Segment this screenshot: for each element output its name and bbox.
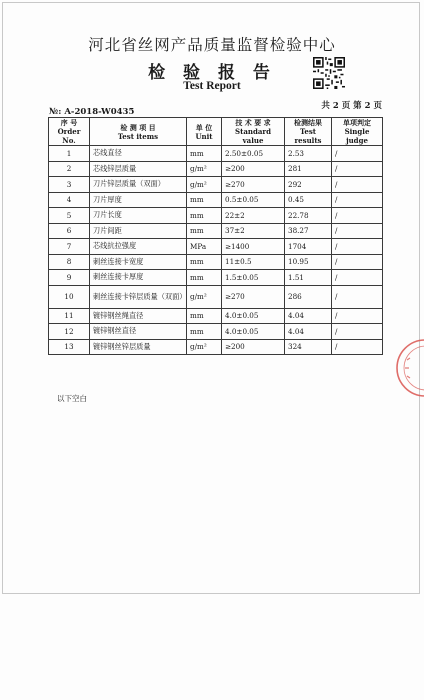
column-header-order: 序 号 Order No.	[49, 118, 90, 146]
cell-judge: /	[332, 324, 383, 340]
cell-unit: mm	[187, 223, 222, 239]
column-header-result: 检测结果 Test results	[285, 118, 332, 146]
cell-order-no: 10	[49, 285, 90, 308]
cell-test-item: 镀锌钢丝直径	[90, 324, 187, 340]
table-row	[49, 285, 383, 308]
table-row	[49, 146, 383, 162]
cell-test-item: 刀片厚度	[90, 192, 187, 208]
cell-unit: MPa	[187, 239, 222, 255]
cell-order-no: 4	[49, 192, 90, 208]
cell-standard: 37±2	[222, 223, 285, 239]
cell-standard: 11±0.5	[222, 254, 285, 270]
table-row	[49, 208, 383, 224]
cell-test-item: 芯线直径	[90, 146, 187, 162]
column-header-judge: 单项判定 Single judge	[332, 118, 383, 146]
cell-order-no: 6	[49, 223, 90, 239]
cell-test-item: 刀片长度	[90, 208, 187, 224]
red-seal-stamp-icon	[395, 338, 424, 398]
cell-result: 1.51	[285, 270, 332, 286]
table-header-row	[49, 118, 383, 146]
cell-standard: 0.5±0.05	[222, 192, 285, 208]
cell-result: 0.45	[285, 192, 332, 208]
cell-result: 2.53	[285, 146, 332, 162]
qr-code-icon	[313, 57, 345, 89]
cell-unit: mm	[187, 270, 222, 286]
table-row	[49, 192, 383, 208]
table-row	[49, 324, 383, 340]
cell-standard: ≥270	[222, 285, 285, 308]
cell-standard: ≥200	[222, 161, 285, 177]
cell-standard: ≥200	[222, 339, 285, 355]
cell-result: 4.04	[285, 308, 332, 324]
report-title-cn: 检 验 报 告	[148, 63, 276, 83]
cell-judge: /	[332, 308, 383, 324]
cell-standard: ≥1400	[222, 239, 285, 255]
cell-test-item: 芯线锌层质量	[90, 161, 187, 177]
cell-judge: /	[332, 254, 383, 270]
cell-standard: 4.0±0.05	[222, 324, 285, 340]
cell-test-item: 芯线抗拉强度	[90, 239, 187, 255]
cell-test-item: 刀片锌层质量（双面）	[90, 177, 187, 193]
cell-unit: g/m²	[187, 161, 222, 177]
report-title-en: Test Report	[183, 80, 241, 92]
cell-result: 22.78	[285, 208, 332, 224]
cell-unit: g/m²	[187, 177, 222, 193]
cell-order-no: 9	[49, 270, 90, 286]
cell-test-item: 刺丝连接卡锌层质量（双面）	[90, 285, 187, 308]
cell-result: 281	[285, 161, 332, 177]
cell-result: 286	[285, 285, 332, 308]
cell-unit: mm	[187, 308, 222, 324]
cell-test-item: 镀锌钢丝绳直径	[90, 308, 187, 324]
cell-unit: mm	[187, 254, 222, 270]
cell-order-no: 8	[49, 254, 90, 270]
cell-order-no: 1	[49, 146, 90, 162]
cell-judge: /	[332, 285, 383, 308]
page-indicator: 共 2 页 第 2 页	[321, 101, 382, 111]
table-row	[49, 308, 383, 324]
cell-standard: 2.50±0.05	[222, 146, 285, 162]
cell-unit: mm	[187, 324, 222, 340]
report-number: №: A-2018-W0435	[49, 107, 135, 117]
cell-unit: mm	[187, 208, 222, 224]
cell-test-item: 刺丝连接卡厚度	[90, 270, 187, 286]
cell-judge: /	[332, 339, 383, 355]
cell-order-no: 11	[49, 308, 90, 324]
table-row	[49, 254, 383, 270]
cell-result: 292	[285, 177, 332, 193]
cell-order-no: 7	[49, 239, 90, 255]
cell-order-no: 5	[49, 208, 90, 224]
blank-below-note: 以下空白	[57, 394, 87, 403]
cell-unit: g/m²	[187, 339, 222, 355]
cell-standard: ≥270	[222, 177, 285, 193]
cell-unit: g/m²	[187, 285, 222, 308]
table-row	[49, 177, 383, 193]
cell-judge: /	[332, 146, 383, 162]
cell-result: 10.95	[285, 254, 332, 270]
table-row	[49, 161, 383, 177]
org-name: 河北省丝网产品质量监督检验中心	[88, 36, 336, 54]
cell-judge: /	[332, 208, 383, 224]
cell-judge: /	[332, 223, 383, 239]
cell-unit: mm	[187, 192, 222, 208]
cell-judge: /	[332, 177, 383, 193]
cell-standard: 4.0±0.05	[222, 308, 285, 324]
cell-judge: /	[332, 192, 383, 208]
cell-result: 38.27	[285, 223, 332, 239]
cell-judge: /	[332, 270, 383, 286]
cell-test-item: 刺丝连接卡宽度	[90, 254, 187, 270]
column-header-standard: 技 术 要 求 Standard value	[222, 118, 285, 146]
cell-result: 4.04	[285, 324, 332, 340]
results-table	[48, 117, 383, 355]
table-row	[49, 270, 383, 286]
cell-order-no: 12	[49, 324, 90, 340]
cell-order-no: 2	[49, 161, 90, 177]
cell-result: 1704	[285, 239, 332, 255]
table-row	[49, 239, 383, 255]
cell-order-no: 13	[49, 339, 90, 355]
cell-order-no: 3	[49, 177, 90, 193]
table-row	[49, 223, 383, 239]
cell-judge: /	[332, 161, 383, 177]
column-header-unit: 单 位 Unit	[187, 118, 222, 146]
cell-test-item: 刀片间距	[90, 223, 187, 239]
cell-test-item: 镀锌钢丝锌层质量	[90, 339, 187, 355]
cell-judge: /	[332, 239, 383, 255]
cell-standard: 22±2	[222, 208, 285, 224]
table-row	[49, 339, 383, 355]
cell-unit: mm	[187, 146, 222, 162]
cell-result: 324	[285, 339, 332, 355]
column-header-item: 检 测 项 目 Test items	[90, 118, 187, 146]
cell-standard: 1.5±0.05	[222, 270, 285, 286]
